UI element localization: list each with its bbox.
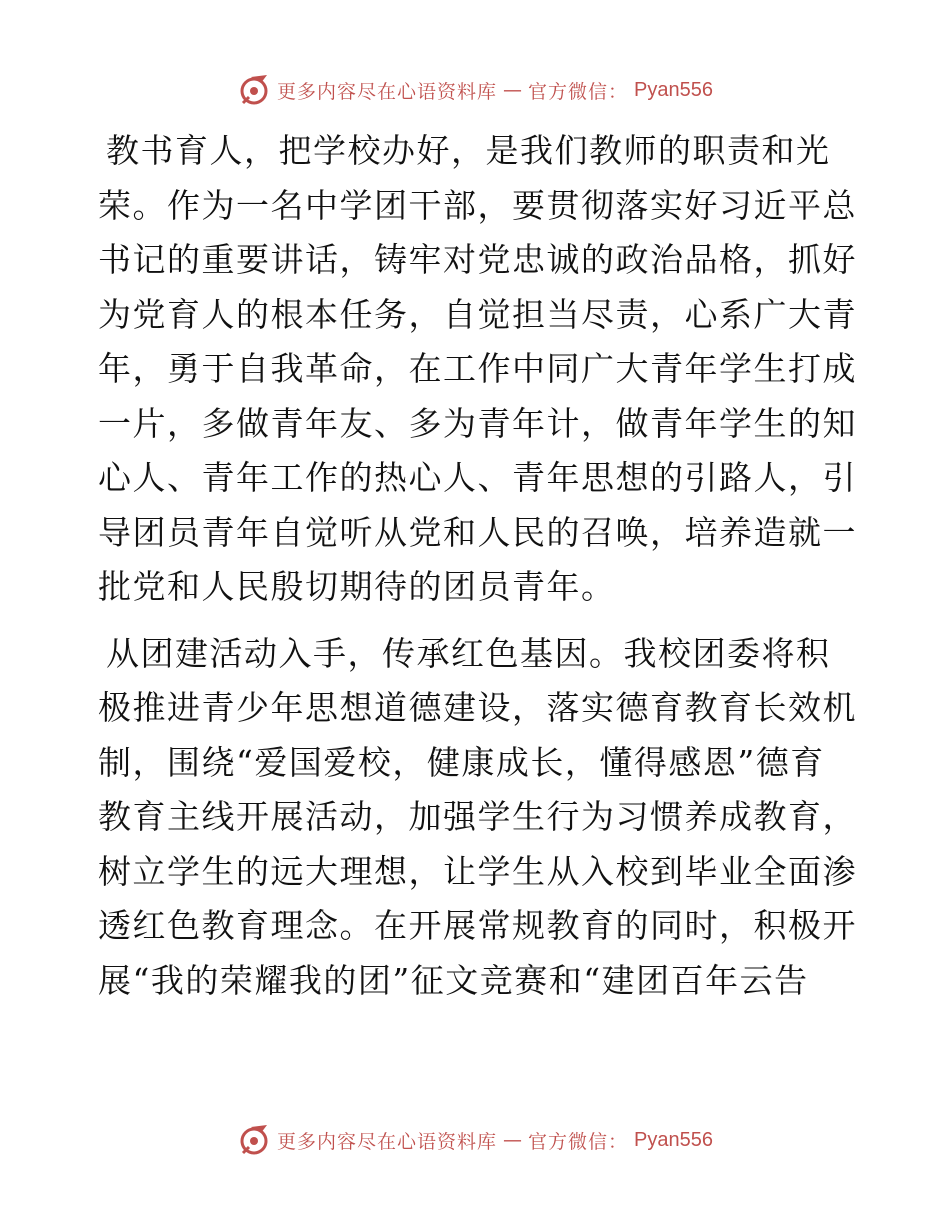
- footer-banner: [0, 1120, 950, 1160]
- text-line: 荣。作为一名中学团干部，要贯彻落实好习近平总: [98, 185, 857, 225]
- text-line: 极推进青少年思想道德建设，落实德育教育长效机: [98, 688, 857, 727]
- pen-logo-icon: [237, 1123, 271, 1157]
- header-banner: [0, 70, 950, 110]
- text-line: 一片，多做青年友、多为青年计，做青年学生的知: [98, 403, 857, 443]
- document-body: [98, 124, 858, 1020]
- header-wechat-id: Pyan556: [634, 78, 713, 101]
- text-line: 批党和人民殷切期待的团员青年。: [98, 567, 616, 606]
- footer-wechat-id: Pyan556: [634, 1128, 713, 1151]
- text-line: 展“我的荣耀我的团”征文竞赛和“建团百年云告: [98, 960, 809, 1000]
- text-line: 为党育人的根本任务，自觉担当尽责，心系广大青: [98, 294, 857, 334]
- header-site-text: 更多内容尽在心语资料库: [277, 80, 498, 103]
- text-line: 从团建活动入手，传承红色基因。我校团委将积: [106, 633, 831, 673]
- text-line: 心人、青年工作的热心人、青年思想的引路人，引: [98, 458, 857, 497]
- footer-dash: —: [503, 1129, 523, 1151]
- text-line: 书记的重要讲话，铸牢对党忠诚的政治品格，抓好: [98, 240, 857, 279]
- text-line: 年，勇于自我革命，在工作中同广大青年学生打成: [98, 349, 857, 388]
- pen-logo-icon: [237, 73, 271, 107]
- paragraph-2: [98, 627, 858, 1009]
- text-line: 教育主线开展活动，加强学生行为习惯养成教育，: [98, 797, 857, 836]
- header-dash: —: [503, 79, 523, 101]
- text-line: 树立学生的远大理想，让学生从入校到毕业全面渗: [98, 851, 857, 891]
- footer-site-text: 更多内容尽在心语资料库: [277, 1130, 498, 1153]
- text-line: 教书育人，把学校办好，是我们教师的职责和光: [106, 131, 831, 170]
- header-official-text: 官方微信：: [528, 80, 629, 103]
- footer-official-text: 官方微信：: [528, 1130, 629, 1153]
- paragraph-1: [98, 124, 858, 615]
- text-line: 导团员青年自觉听从党和人民的召唤，培养造就一: [98, 512, 857, 552]
- text-line: 透红色教育理念。在开展常规教育的同时，积极开: [98, 906, 857, 945]
- text-line: 制，围绕“爱国爱校，健康成长，懂得感恩”德育: [98, 742, 825, 782]
